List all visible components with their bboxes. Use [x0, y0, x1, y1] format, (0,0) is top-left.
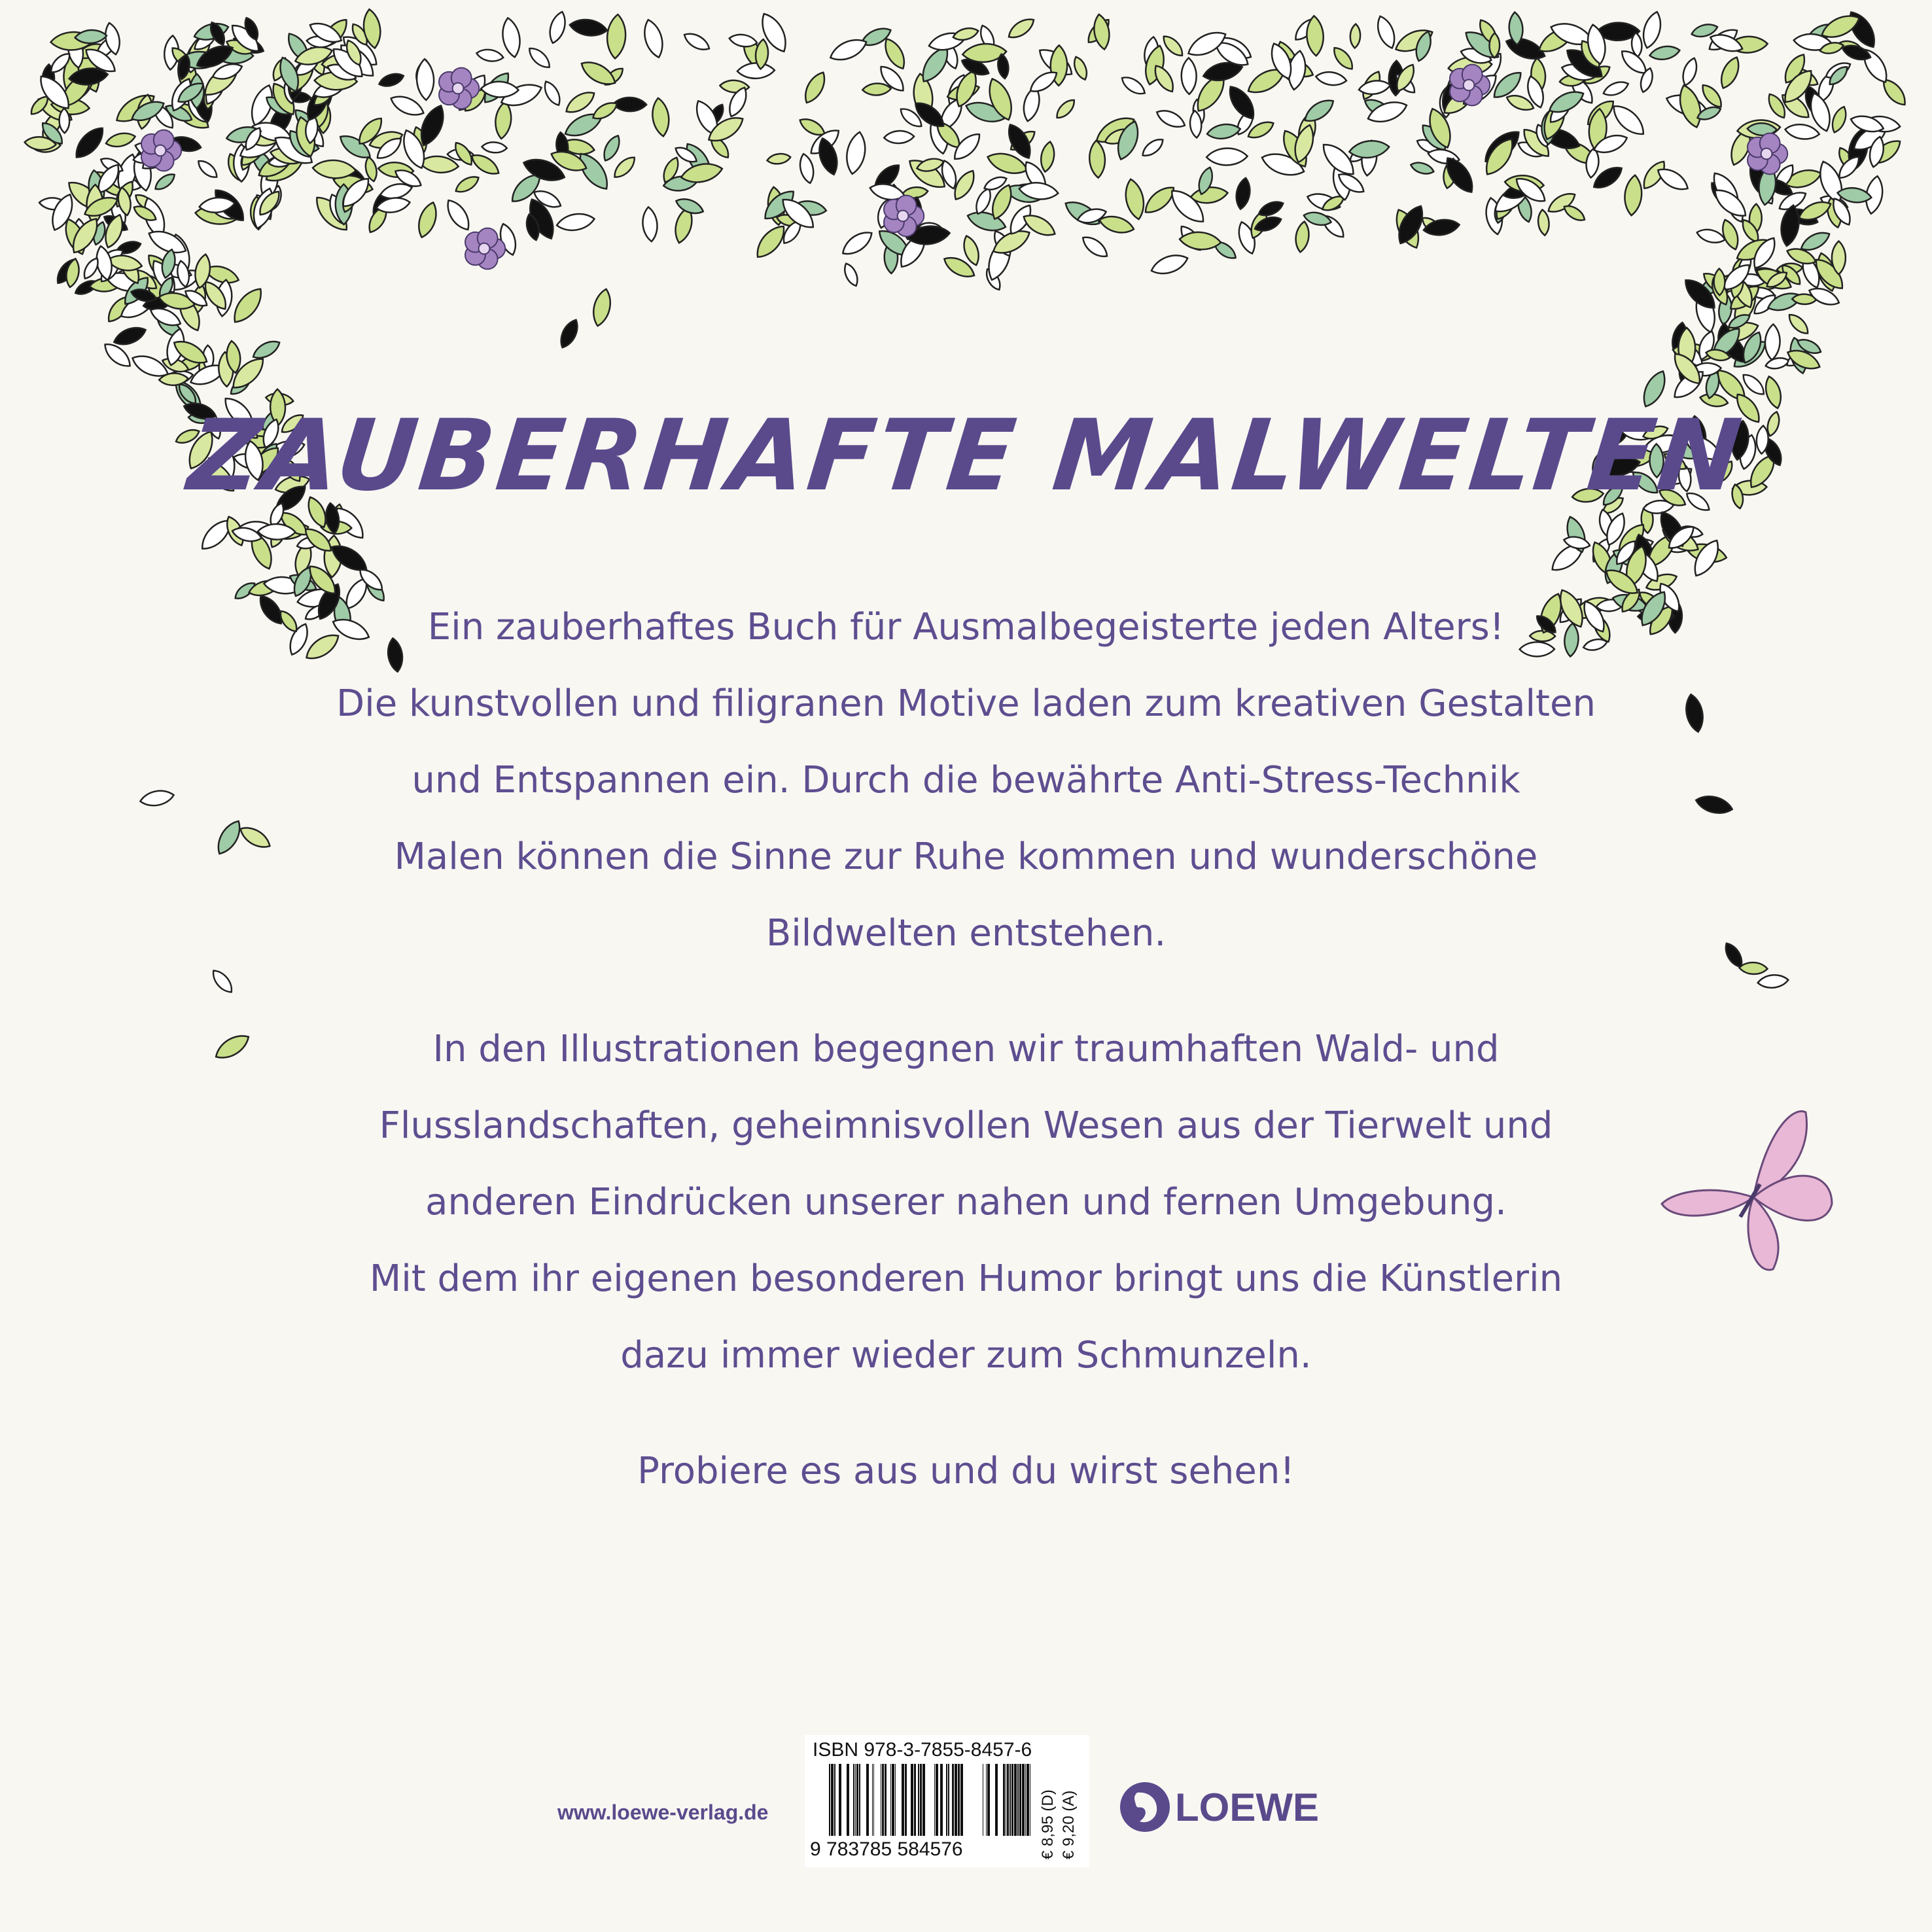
- isbn-label: ISBN 978-3-7855-8457-6: [813, 1739, 1032, 1761]
- paragraph-3: [236, 1433, 1696, 1509]
- text-line: anderen Eindrücken unserer nahen und fernen Umgebung.: [425, 1181, 1507, 1223]
- paragraph-1: [236, 589, 1696, 972]
- book-title: ZAUBERHAFTE MALWELTEN: [183, 399, 1749, 513]
- publisher-logo: [1117, 1774, 1319, 1840]
- text-line: Flusslandschaften, geheimnisvollen Wesen aus der Tierwelt und: [379, 1104, 1553, 1147]
- text-line: Malen können die Sinne zur Ruhe kommen und wunderschöne: [394, 835, 1538, 878]
- text-line: Die kunstvollen und filigranen Motive laden zum kreativen Gestalten: [336, 682, 1596, 725]
- barcode-icon: [818, 1764, 1034, 1836]
- lion-head-icon: [1117, 1780, 1172, 1835]
- text-line: Bildwelten entstehen.: [765, 912, 1167, 955]
- price-at: € 9,20 (A): [1060, 1790, 1078, 1859]
- isbn-barcode: [805, 1735, 1089, 1867]
- text-line: Probiere es aus und du wirst sehen!: [637, 1450, 1295, 1492]
- barcode-digits: 9 783785 584576: [810, 1838, 963, 1860]
- description-text: [236, 589, 1696, 1549]
- text-line: dazu immer wieder zum Schmunzeln.: [620, 1334, 1312, 1377]
- price-de: € 8,95 (D): [1039, 1789, 1057, 1859]
- logo-text: LOEWE: [1175, 1785, 1319, 1829]
- publisher-website[interactable]: www.loewe-verlag.de: [557, 1800, 769, 1824]
- text-line: und Entspannen ein. Durch die bewährte Anti-Stress-Technik: [412, 759, 1520, 801]
- text-line: Mit dem ihr eigenen besonderen Humor bringt uns die Künstlerin: [369, 1257, 1563, 1300]
- text-line: Ein zauberhaftes Buch für Ausmalbegeisterte jeden Alters!: [427, 606, 1505, 648]
- text-line: In den Illustrationen begegnen wir traumhaften Wald- und: [432, 1028, 1500, 1070]
- paragraph-2: [236, 1011, 1696, 1394]
